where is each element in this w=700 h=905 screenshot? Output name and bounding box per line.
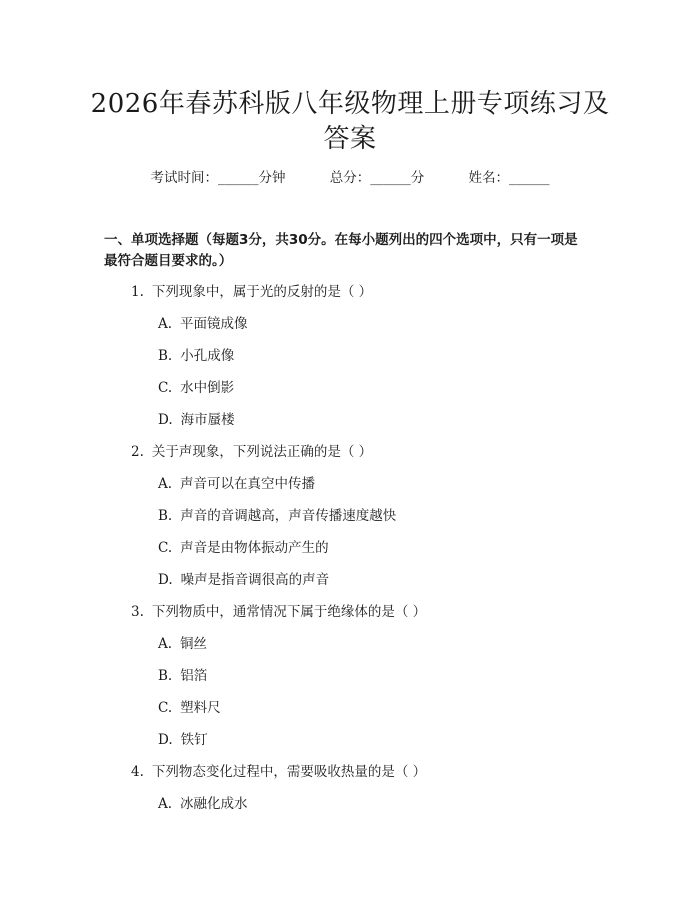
question-2-option-c: C. 声音是由物体振动产生的 [158, 540, 329, 556]
question-1-option-c: C. 水中倒影 [158, 380, 235, 396]
question-3-option-b: B. 铝箔 [158, 668, 208, 684]
question-2: 2. 关于声现象，下列说法正确的是（ ） [131, 444, 373, 460]
student-name: 姓名：______ [468, 170, 550, 186]
section-heading: 一、单项选择题（每题3分，共30分。在每小题列出的四个选项中，只有一项是 [104, 232, 578, 248]
question-1-option-b: B. 小孔成像 [158, 348, 235, 364]
question-3-option-c: C. 塑料尺 [158, 700, 221, 716]
total-score: 总分：______分 [329, 170, 425, 186]
question-3-option-d: D. 铁钉 [158, 732, 208, 748]
question-2-option-d: D. 噪声是指音调很高的声音 [158, 572, 330, 588]
time-blank: ______ [217, 170, 259, 186]
question-4-option-a: A. 冰融化成水 [158, 796, 248, 812]
page-title: 2026年春苏科版八年级物理上册专项练习及 [90, 89, 610, 119]
question-3-option-a: A. 铜丝 [158, 636, 208, 652]
exam-time: 考试时间：______分钟 [150, 170, 286, 186]
name-blank: ______ [509, 170, 550, 186]
question-3: 3. 下列物质中，通常情况下属于绝缘体的是（ ） [131, 604, 427, 620]
question-1-option-a: A. 平面镜成像 [158, 316, 248, 332]
question-4: 4. 下列物态变化过程中，需要吸收热量的是（ ） [131, 764, 427, 780]
question-1: 1. 下列现象中，属于光的反射的是（ ） [131, 284, 373, 300]
section-heading-continued: 最符合题目要求的。） [104, 253, 233, 269]
page-title-continued: 答案 [323, 124, 377, 154]
question-2-option-b: B. 声音的音调越高，声音传播速度越快 [158, 508, 397, 524]
question-1-option-d: D. 海市蜃楼 [158, 412, 235, 428]
question-2-option-a: A. 声音可以在真空中传播 [158, 476, 316, 492]
score-blank: ______ [370, 170, 411, 186]
exam-info [0, 168, 700, 188]
